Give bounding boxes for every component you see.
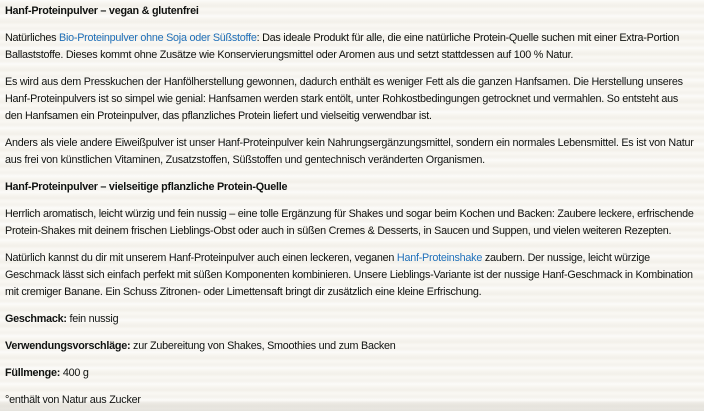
attribute-verwendungsvorschlaege-label: Verwendungsvorschläge: <box>5 340 131 352</box>
paragraph-lebensmittel: Anders als viele andere Eiweißpulver ist unser Hanf-Proteinpulver kein Nahrungsergänzungsmittel, sondern ein normales Lebensmittel. Es ist von Natur aus frei von künstlichen Vitaminen, Zusatzstoffen, Süßstoffen und gentechnisch veränderten Organismen. <box>5 137 694 166</box>
paragraph-herstellung: Es wird aus dem Presskuchen der Hanfölherstellung gewonnen, dadurch enthält es weniger Fett als die ganzen Hanfsamen. Die Herstellung unseres Hanf-Proteinpulvers ist so simpel wie genial: Hanfsamen werden stark entölt, unter Rohkostbedingungen getrocknet und vermahlen. So entsteht aus den Hanfsamen ein Proteinpulver, das pflanzliches Protein liefert und vielseitig verwendbar ist. <box>5 76 683 122</box>
paragraph-intro-post: : Das ideale Produkt für alle, die eine natürliche Protein-Quelle suchen mit einer Extra-Portion Ballaststoffe. Dieses kommt ohne Zusätze wie Konservierungsmittel oder Aromen aus und setzt stattdessen auf 100 % Natur. <box>5 32 680 61</box>
paragraph-intro <box>5 30 696 64</box>
paragraph-intro-pre: Natürliches <box>5 32 60 44</box>
attribute-verwendungsvorschlaege <box>5 338 696 355</box>
footnote-zucker: °enthält von Natur aus Zucker <box>5 394 141 406</box>
link-bio-proteinpulver[interactable]: Bio-Proteinpulver ohne Soja oder Süßstoffe <box>59 32 257 44</box>
heading-protein-quelle: Hanf-Proteinpulver – vielseitige pflanzliche Protein-Quelle <box>5 181 288 193</box>
attribute-geschmack <box>5 311 696 328</box>
paragraph-proteinshake <box>5 250 696 301</box>
paragraph-verwendung: Herrlich aromatisch, leicht würzig und fein nussig – eine tolle Ergänzung für Shakes und sogar beim Kochen und Backen: Zaubere leckere, erfrischende Protein-Shakes mit deinem frischen Lieblings-Obst oder auch in süßen Cremes & Desserts, in Saucen und Suppen, und vielen weiteren Rezepten. <box>5 208 694 237</box>
attribute-fuellmenge-label: Füllmenge: <box>5 367 61 379</box>
attribute-verwendungsvorschlaege-value: zur Zubereitung von Shakes, Smoothies und zum Backen <box>130 340 396 352</box>
link-hanf-proteinshake[interactable]: Hanf-Proteinshake <box>396 252 483 264</box>
attribute-geschmack-label: Geschmack: <box>5 313 67 325</box>
attribute-fuellmenge-value: 400 g <box>60 367 89 379</box>
heading-vegan-glutenfrei: Hanf-Proteinpulver – vegan & glutenfrei <box>5 5 199 17</box>
attribute-fuellmenge <box>5 365 696 382</box>
paragraph-proteinshake-pre: Natürlich kannst du dir mit unserem Hanf-Proteinpulver auch einen leckeren, veganen <box>5 252 397 264</box>
paragraph-proteinshake-post: zaubern. Der nussige, leicht würzige Geschmack lässt sich einfach perfekt mit süßen Komponenten kombinieren. Unsere Lieblings-Variante ist der nussige Hanf-Geschmack in Kombination mit cremiger Banane. Ein Schuss Zitronen- oder Limettensaft bringt dir zusätzlich eine kleine Erfrischung. <box>5 252 693 298</box>
attribute-geschmack-value: fein nussig <box>66 313 119 325</box>
